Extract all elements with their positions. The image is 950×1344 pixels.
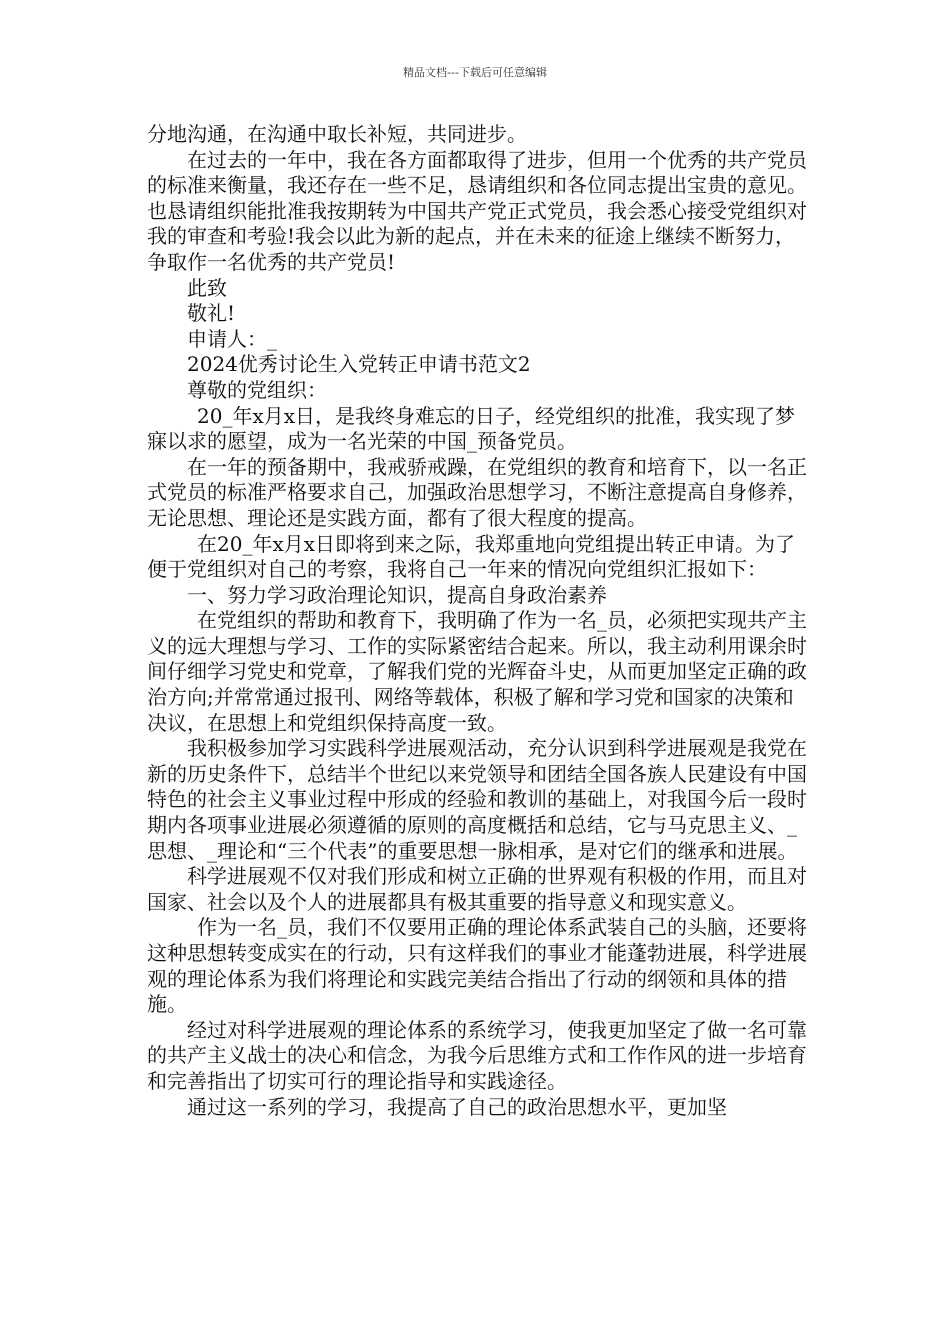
- paragraph: 科学进展观不仅对我们形成和树立正确的世界观有积极的作用，而且对国家、社会以及个人的进展都具有极其重要的指导意义和现实意义。: [147, 864, 807, 914]
- paragraph: 尊敬的党组织：: [187, 377, 327, 402]
- paragraph: 作为一名_员，我们不仅要用正确的理论体系武装自己的头脑，还要将这种思想转变成实在的行动，只有这样我们的事业才能蓬勃进展，科学进展观的理论体系为我们将理论和实践完美结合指出了行动的纲领和具体的措施。: [147, 915, 807, 1017]
- paragraph: 在过去的一年中，我在各方面都取得了进步，但用一个优秀的共产党员的标准来衡量，我还存在一些不足，恳请组织和各位同志提出宝贵的意见。也恳请组织能批准我按期转为中国共产党正式党员，我会悉心接受党组织对我的审查和考验!我会以此为新的起点，并在未来的征途上继续不断努力，争取作一名优秀的共产党员!: [147, 147, 807, 274]
- paragraph: 经过对科学进展观的理论体系的系统学习，使我更加坚定了做一名可靠的共产主义战士的决心和信念，为我今后思维方式和工作作风的进一步培育和完善指出了切实可行的理论指导和实践途径。: [147, 1017, 807, 1093]
- paragraph: 我积极参加学习实践科学进展观活动，充分认识到科学进展观是我党在新的历史条件下，总结半个世纪以来党领导和团结全国各族人民建设有中国特色的社会主义事业过程中形成的经验和教训的基础上，对我国今后一段时期内各项事业进展必须遵循的原则的高度概括和总结，它与马克思主义、_思想、_理论和“三个代表”的重要思想一脉相承，是对它们的继承和进展。: [147, 736, 807, 863]
- document-body: [147, 122, 807, 1120]
- paragraph: 2024优秀讨论生入党转正申请书范文2: [187, 352, 531, 377]
- paragraph: 一、努力学习政治理论知识，提高自身政治素养: [187, 582, 607, 607]
- paragraph: 敬礼!: [187, 301, 236, 326]
- paragraph: 分地沟通，在沟通中取长补短，共同进步。: [147, 122, 527, 146]
- paragraph: 在党组织的帮助和教育下，我明确了作为一名_员，必须把实现共产主义的远大理想与学习、工作的实际紧密结合起来。所以，我主动利用课余时间仔细学习党史和党章，了解我们党的光辉奋斗史，从而更加坚定正确的政治方向;并常常通过报刊、网络等载体，积极了解和学习党和国家的决策和决议，在思想上和党组织保持高度一致。: [147, 608, 807, 735]
- paragraph: 20_年x月x日，是我终身难忘的日子，经党组织的批准，我实现了梦寐以求的愿望，成为一名光荣的中国_预备党员。: [147, 403, 796, 454]
- paragraph: 申请人：_: [187, 326, 277, 351]
- paragraph: 此致: [187, 275, 227, 300]
- page-header: 精品文档---下载后可任意编辑: [403, 66, 547, 79]
- paragraph: 通过这一系列的学习，我提高了自己的政治思想水平，更加坚: [187, 1094, 727, 1119]
- paragraph: 在20_年x月x日即将到来之际，我郑重地向党组提出转正申请。为了便于党组织对自己的考察，我将自己一年来的情况向党组织汇报如下：: [147, 531, 796, 582]
- paragraph: 在一年的预备期中，我戒骄戒躁，在党组织的教育和培育下，以一名正式党员的标准严格要求自己，加强政治思想学习，不断注意提高自身修养，无论思想、理论还是实践方面，都有了很大程度的提高。: [147, 454, 807, 530]
